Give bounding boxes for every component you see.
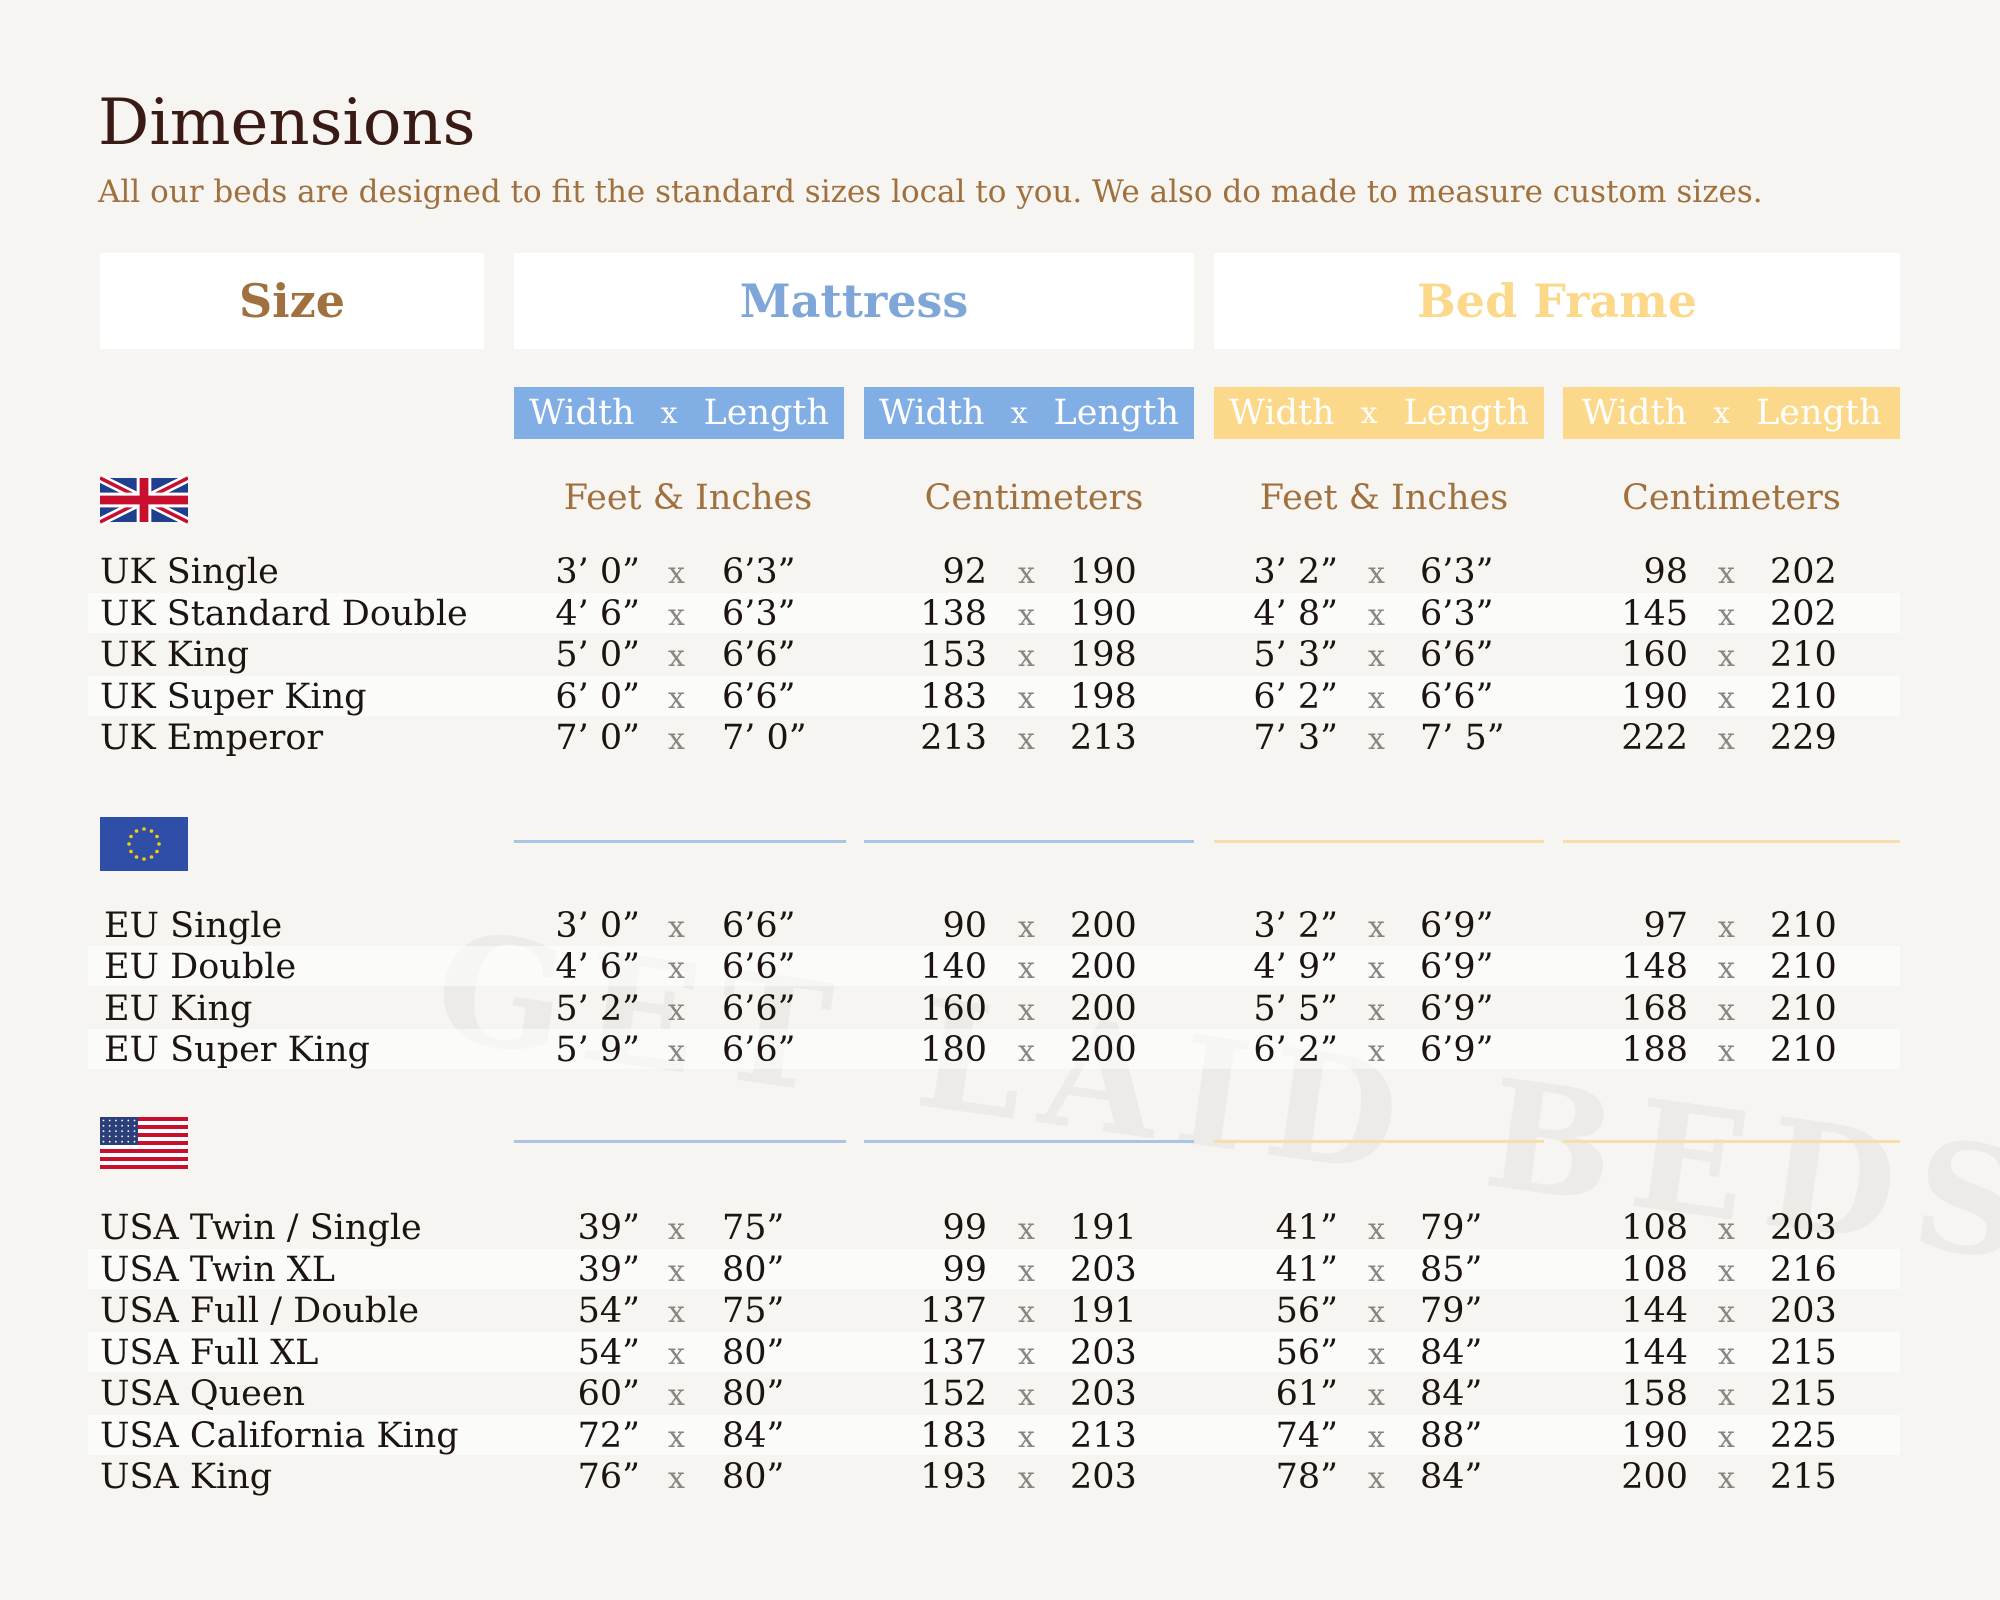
bedframe-width-cm: 108 bbox=[1621, 1249, 1688, 1290]
mattress-width-ft: 4’ 6” bbox=[555, 947, 640, 988]
table-row bbox=[0, 1457, 2000, 1499]
size-name: EU Super King bbox=[104, 1029, 370, 1070]
size-name: EU Single bbox=[104, 906, 283, 946]
by-label: x bbox=[1018, 1295, 1035, 1330]
mattress-width-cm: 99 bbox=[942, 1249, 987, 1290]
size-name: UK Single bbox=[100, 552, 279, 592]
mattress-width-cm: 137 bbox=[920, 1291, 987, 1331]
by-label: x bbox=[1718, 1378, 1735, 1413]
mattress-length-cm: 190 bbox=[1070, 593, 1137, 634]
mattress-width-ft: 76” bbox=[577, 1457, 640, 1497]
table-row bbox=[0, 989, 2000, 1031]
table-row bbox=[0, 1291, 2000, 1333]
mattress-width-cm: 92 bbox=[942, 552, 987, 592]
mattress-width-ft: 5’ 9” bbox=[555, 1029, 640, 1070]
by-label: x bbox=[1713, 395, 1730, 431]
by-label: x bbox=[668, 722, 685, 757]
by-label: x bbox=[1018, 556, 1035, 591]
by-label: x bbox=[1360, 395, 1378, 431]
bedframe-length-ft: 7’ 5” bbox=[1420, 718, 1505, 758]
mattress-length-cm: 200 bbox=[1070, 947, 1137, 988]
bedframe-length-ft: 84” bbox=[1420, 1457, 1483, 1497]
size-name: USA California King bbox=[100, 1415, 459, 1456]
mattress-width-ft: 5’ 0” bbox=[555, 635, 640, 675]
mattress-length-ft: 75” bbox=[722, 1291, 785, 1331]
by-label: x bbox=[1018, 951, 1035, 987]
size-name: USA Twin / Single bbox=[100, 1208, 422, 1248]
mattress-length-cm: 200 bbox=[1070, 988, 1137, 1029]
by-label: x bbox=[1718, 556, 1735, 591]
size-name: USA Full / Double bbox=[100, 1291, 420, 1331]
mattress-length-cm: 190 bbox=[1070, 552, 1137, 592]
bedframe-width-cm: 144 bbox=[1621, 1332, 1688, 1373]
by-label: x bbox=[668, 1253, 685, 1289]
bedframe-length-cm: 225 bbox=[1770, 1415, 1837, 1456]
table-row bbox=[0, 947, 2000, 989]
by-label: x bbox=[1718, 597, 1735, 633]
bedframe-feet-width-length-label bbox=[1214, 387, 1544, 439]
mattress-width-ft: 6’ 0” bbox=[555, 676, 640, 717]
by-label: x bbox=[1368, 910, 1385, 945]
bedframe-length-cm: 210 bbox=[1770, 1029, 1837, 1070]
by-label: x bbox=[1368, 1033, 1385, 1069]
mattress-length-cm: 191 bbox=[1070, 1208, 1137, 1248]
mattress-length-cm: 200 bbox=[1070, 906, 1137, 946]
mattress-length-ft: 6’6” bbox=[722, 635, 796, 675]
bedframe-width-cm: 160 bbox=[1621, 635, 1688, 675]
separator bbox=[514, 1140, 846, 1143]
width-label: Width bbox=[878, 393, 985, 433]
by-label: x bbox=[660, 395, 678, 431]
by-label: x bbox=[668, 992, 685, 1028]
bedframe-width-cm: 144 bbox=[1621, 1291, 1688, 1331]
by-label: x bbox=[1368, 1295, 1385, 1330]
bedframe-width-ft: 6’ 2” bbox=[1253, 676, 1338, 717]
bedframe-length-ft: 79” bbox=[1420, 1291, 1483, 1331]
size-name: USA King bbox=[100, 1457, 273, 1497]
by-label: x bbox=[1718, 1212, 1735, 1247]
bedframe-length-cm: 210 bbox=[1770, 988, 1837, 1029]
by-label: x bbox=[668, 1378, 685, 1413]
mattress-length-ft: 80” bbox=[722, 1457, 785, 1497]
by-label: x bbox=[668, 1336, 685, 1372]
bedframe-length-cm: 210 bbox=[1770, 906, 1837, 946]
bedframe-length-ft: 6’9” bbox=[1420, 906, 1494, 946]
by-label: x bbox=[668, 556, 685, 591]
size-name: USA Queen bbox=[100, 1374, 306, 1414]
mattress-width-ft: 3’ 0” bbox=[555, 906, 640, 946]
mattress-width-cm: 140 bbox=[920, 947, 987, 988]
bedframe-length-cm: 215 bbox=[1770, 1332, 1837, 1373]
mattress-cm-width-length-label bbox=[864, 387, 1194, 439]
bedframe-width-cm: 158 bbox=[1621, 1374, 1688, 1414]
separator bbox=[1563, 1140, 1900, 1143]
by-label: x bbox=[668, 1419, 685, 1455]
bedframe-length-cm: 210 bbox=[1770, 676, 1837, 717]
bedframe-width-ft: 6’ 2” bbox=[1253, 1029, 1338, 1070]
by-label: x bbox=[1718, 951, 1735, 987]
mattress-length-cm: 198 bbox=[1070, 676, 1137, 717]
mattress-width-ft: 60” bbox=[577, 1374, 640, 1414]
size-name: UK Emperor bbox=[100, 718, 324, 758]
bedframe-width-ft: 3’ 2” bbox=[1253, 552, 1338, 592]
mattress-width-ft: 7’ 0” bbox=[555, 718, 640, 758]
by-label: x bbox=[668, 1461, 685, 1496]
by-label: x bbox=[1718, 1461, 1735, 1496]
by-label: x bbox=[1018, 1212, 1035, 1247]
by-label: x bbox=[1018, 1461, 1035, 1496]
mattress-width-ft: 3’ 0” bbox=[555, 552, 640, 592]
by-label: x bbox=[668, 951, 685, 987]
separator bbox=[514, 840, 846, 843]
usa-flag-icon bbox=[100, 1117, 188, 1169]
bedframe-width-cm: 200 bbox=[1621, 1457, 1688, 1497]
by-label: x bbox=[1368, 680, 1385, 716]
bedframe-length-ft: 6’6” bbox=[1420, 635, 1494, 675]
by-label: x bbox=[668, 910, 685, 945]
bedframe-length-ft: 6’9” bbox=[1420, 1029, 1494, 1070]
bedframe-width-cm: 222 bbox=[1621, 718, 1688, 758]
bedframe-width-ft: 41” bbox=[1275, 1208, 1338, 1248]
by-label: x bbox=[1718, 1336, 1735, 1372]
page-title: Dimensions bbox=[98, 86, 476, 160]
mattress-width-cm: 160 bbox=[920, 988, 987, 1029]
mattress-width-cm: 152 bbox=[920, 1374, 987, 1414]
bedframe-width-cm: 188 bbox=[1621, 1029, 1688, 1070]
bedframe-length-cm: 215 bbox=[1770, 1374, 1837, 1414]
mattress-length-ft: 75” bbox=[722, 1208, 785, 1248]
mattress-length-ft: 7’ 0” bbox=[722, 718, 807, 758]
unit-mattress-feet: Feet & Inches bbox=[563, 478, 813, 518]
width-label: Width bbox=[1228, 393, 1335, 433]
table-row bbox=[0, 635, 2000, 677]
by-label: x bbox=[1718, 722, 1735, 757]
by-label: x bbox=[1018, 1033, 1035, 1069]
header-bed-frame: Bed Frame bbox=[1214, 253, 1900, 349]
bedframe-width-ft: 78” bbox=[1275, 1457, 1338, 1497]
bedframe-cm-width-length-label bbox=[1563, 387, 1900, 439]
header-mattress: Mattress bbox=[514, 253, 1194, 349]
bedframe-width-ft: 4’ 8” bbox=[1253, 593, 1338, 634]
mattress-length-ft: 6’6” bbox=[722, 676, 796, 717]
eu-flag-icon bbox=[100, 817, 188, 871]
mattress-width-ft: 5’ 2” bbox=[555, 988, 640, 1029]
size-name: UK Super King bbox=[100, 676, 367, 717]
bedframe-length-cm: 203 bbox=[1770, 1291, 1837, 1331]
mattress-length-cm: 203 bbox=[1070, 1332, 1137, 1373]
bedframe-width-cm: 148 bbox=[1621, 947, 1688, 988]
mattress-width-ft: 39” bbox=[577, 1208, 640, 1248]
bedframe-width-ft: 4’ 9” bbox=[1253, 947, 1338, 988]
mattress-width-cm: 138 bbox=[920, 593, 987, 634]
mattress-width-cm: 213 bbox=[920, 718, 987, 758]
bedframe-width-ft: 41” bbox=[1275, 1249, 1338, 1290]
mattress-length-ft: 80” bbox=[722, 1374, 785, 1414]
mattress-length-ft: 80” bbox=[722, 1249, 785, 1290]
bedframe-length-cm: 203 bbox=[1770, 1208, 1837, 1248]
size-name: EU Double bbox=[104, 947, 297, 988]
mattress-length-ft: 6’3” bbox=[722, 593, 796, 634]
by-label: x bbox=[1718, 910, 1735, 945]
mattress-length-ft: 84” bbox=[722, 1415, 785, 1456]
mattress-width-cm: 183 bbox=[920, 1415, 987, 1456]
table-row bbox=[0, 677, 2000, 719]
mattress-length-cm: 213 bbox=[1070, 1415, 1137, 1456]
by-label: x bbox=[1018, 1336, 1035, 1372]
unit-mattress-cm: Centimeters bbox=[924, 478, 1144, 518]
by-label: x bbox=[668, 1033, 685, 1069]
separator bbox=[1214, 840, 1544, 843]
bedframe-width-cm: 190 bbox=[1621, 676, 1688, 717]
table-row bbox=[0, 552, 2000, 594]
mattress-length-cm: 203 bbox=[1070, 1249, 1137, 1290]
bedframe-width-ft: 56” bbox=[1275, 1291, 1338, 1331]
by-label: x bbox=[1368, 597, 1385, 633]
mattress-feet-width-length-label bbox=[514, 387, 844, 439]
bedframe-length-cm: 216 bbox=[1770, 1249, 1837, 1290]
by-label: x bbox=[1010, 395, 1028, 431]
mattress-width-cm: 153 bbox=[920, 635, 987, 675]
unit-bedframe-cm: Centimeters bbox=[1622, 478, 1841, 518]
by-label: x bbox=[668, 680, 685, 716]
bedframe-length-ft: 6’9” bbox=[1420, 947, 1494, 988]
by-label: x bbox=[668, 639, 685, 674]
mattress-width-cm: 193 bbox=[920, 1457, 987, 1497]
by-label: x bbox=[1368, 639, 1385, 674]
by-label: x bbox=[1018, 1253, 1035, 1289]
table-row bbox=[0, 718, 2000, 760]
by-label: x bbox=[1718, 1253, 1735, 1289]
bedframe-width-cm: 168 bbox=[1621, 988, 1688, 1029]
by-label: x bbox=[1018, 639, 1035, 674]
size-name: EU King bbox=[104, 988, 253, 1029]
bedframe-length-cm: 229 bbox=[1770, 718, 1837, 758]
mattress-length-ft: 6’6” bbox=[722, 988, 796, 1029]
size-name: USA Full XL bbox=[100, 1332, 319, 1373]
table-row bbox=[0, 1416, 2000, 1458]
mattress-width-ft: 72” bbox=[577, 1415, 640, 1456]
by-label: x bbox=[1368, 951, 1385, 987]
bedframe-width-cm: 190 bbox=[1621, 1415, 1688, 1456]
by-label: x bbox=[1368, 1336, 1385, 1372]
mattress-length-ft: 6’6” bbox=[722, 947, 796, 988]
bedframe-length-cm: 210 bbox=[1770, 947, 1837, 988]
bedframe-width-cm: 98 bbox=[1643, 552, 1688, 592]
mattress-length-cm: 213 bbox=[1070, 718, 1137, 758]
bedframe-length-ft: 88” bbox=[1420, 1415, 1483, 1456]
bedframe-length-ft: 6’9” bbox=[1420, 988, 1494, 1029]
size-name: UK Standard Double bbox=[100, 593, 468, 634]
page-subtitle: All our beds are designed to fit the standard sizes local to you. We also do made to measure custom sizes. bbox=[98, 174, 1763, 210]
length-label: Length bbox=[1053, 393, 1179, 433]
by-label: x bbox=[1368, 1419, 1385, 1455]
by-label: x bbox=[1368, 556, 1385, 591]
table-row bbox=[0, 594, 2000, 636]
bedframe-width-ft: 7’ 3” bbox=[1253, 718, 1338, 758]
mattress-width-cm: 137 bbox=[920, 1332, 987, 1373]
by-label: x bbox=[1368, 1253, 1385, 1289]
by-label: x bbox=[1718, 1033, 1735, 1069]
by-label: x bbox=[668, 1212, 685, 1247]
mattress-length-ft: 6’6” bbox=[722, 906, 796, 946]
by-label: x bbox=[1018, 992, 1035, 1028]
uk-flag-icon bbox=[100, 474, 188, 526]
mattress-length-cm: 200 bbox=[1070, 1029, 1137, 1070]
by-label: x bbox=[1018, 722, 1035, 757]
bedframe-width-cm: 108 bbox=[1621, 1208, 1688, 1248]
by-label: x bbox=[1718, 1419, 1735, 1455]
mattress-length-cm: 191 bbox=[1070, 1291, 1137, 1331]
bedframe-length-ft: 6’3” bbox=[1420, 552, 1494, 592]
bedframe-width-ft: 5’ 3” bbox=[1253, 635, 1338, 675]
bedframe-length-ft: 6’6” bbox=[1420, 676, 1494, 717]
by-label: x bbox=[1718, 992, 1735, 1028]
width-label: Width bbox=[528, 393, 635, 433]
by-label: x bbox=[1368, 722, 1385, 757]
mattress-width-ft: 39” bbox=[577, 1249, 640, 1290]
mattress-length-ft: 6’6” bbox=[722, 1029, 796, 1070]
mattress-length-ft: 6’3” bbox=[722, 552, 796, 592]
mattress-width-cm: 90 bbox=[942, 906, 987, 946]
bedframe-length-ft: 84” bbox=[1420, 1374, 1483, 1414]
table-row bbox=[0, 1374, 2000, 1416]
length-label: Length bbox=[1403, 393, 1529, 433]
by-label: x bbox=[1718, 680, 1735, 716]
bedframe-width-ft: 3’ 2” bbox=[1253, 906, 1338, 946]
size-name: UK King bbox=[100, 635, 250, 675]
bedframe-length-cm: 215 bbox=[1770, 1457, 1837, 1497]
bedframe-width-ft: 61” bbox=[1275, 1374, 1338, 1414]
by-label: x bbox=[1368, 992, 1385, 1028]
unit-bedframe-feet: Feet & Inches bbox=[1259, 478, 1509, 518]
by-label: x bbox=[1018, 1378, 1035, 1413]
bedframe-width-cm: 145 bbox=[1621, 593, 1688, 634]
by-label: x bbox=[1718, 639, 1735, 674]
mattress-length-cm: 203 bbox=[1070, 1457, 1137, 1497]
by-label: x bbox=[1018, 680, 1035, 716]
bedframe-length-ft: 6’3” bbox=[1420, 593, 1494, 634]
mattress-width-ft: 4’ 6” bbox=[555, 593, 640, 634]
by-label: x bbox=[1018, 597, 1035, 633]
bedframe-width-ft: 56” bbox=[1275, 1332, 1338, 1373]
table-row bbox=[0, 1208, 2000, 1250]
separator bbox=[864, 840, 1194, 843]
table-row bbox=[0, 1333, 2000, 1375]
mattress-length-cm: 203 bbox=[1070, 1374, 1137, 1414]
bedframe-width-cm: 97 bbox=[1643, 906, 1688, 946]
length-label: Length bbox=[703, 393, 829, 433]
mattress-length-cm: 198 bbox=[1070, 635, 1137, 675]
mattress-width-ft: 54” bbox=[577, 1332, 640, 1373]
table-row bbox=[0, 1250, 2000, 1292]
by-label: x bbox=[668, 597, 685, 633]
bedframe-length-ft: 79” bbox=[1420, 1208, 1483, 1248]
table-row bbox=[0, 906, 2000, 948]
bedframe-length-ft: 85” bbox=[1420, 1249, 1483, 1290]
by-label: x bbox=[1018, 910, 1035, 945]
by-label: x bbox=[1368, 1378, 1385, 1413]
bedframe-length-cm: 202 bbox=[1770, 593, 1837, 634]
mattress-width-cm: 99 bbox=[942, 1208, 987, 1248]
by-label: x bbox=[1368, 1212, 1385, 1247]
mattress-width-ft: 54” bbox=[577, 1291, 640, 1331]
bedframe-length-cm: 210 bbox=[1770, 635, 1837, 675]
table-row bbox=[0, 1030, 2000, 1072]
by-label: x bbox=[1018, 1419, 1035, 1455]
separator bbox=[1214, 1140, 1544, 1143]
mattress-width-cm: 183 bbox=[920, 676, 987, 717]
bedframe-length-ft: 84” bbox=[1420, 1332, 1483, 1373]
header-size: Size bbox=[100, 253, 484, 349]
by-label: x bbox=[668, 1295, 685, 1330]
by-label: x bbox=[1718, 1295, 1735, 1330]
size-name: USA Twin XL bbox=[100, 1249, 335, 1290]
bedframe-length-cm: 202 bbox=[1770, 552, 1837, 592]
by-label: x bbox=[1368, 1461, 1385, 1496]
width-label: Width bbox=[1581, 393, 1688, 433]
bedframe-width-ft: 5’ 5” bbox=[1253, 988, 1338, 1029]
mattress-length-ft: 80” bbox=[722, 1332, 785, 1373]
separator bbox=[864, 1140, 1194, 1143]
bedframe-width-ft: 74” bbox=[1275, 1415, 1338, 1456]
mattress-width-cm: 180 bbox=[920, 1029, 987, 1070]
length-label: Length bbox=[1755, 393, 1882, 433]
separator bbox=[1563, 840, 1900, 843]
